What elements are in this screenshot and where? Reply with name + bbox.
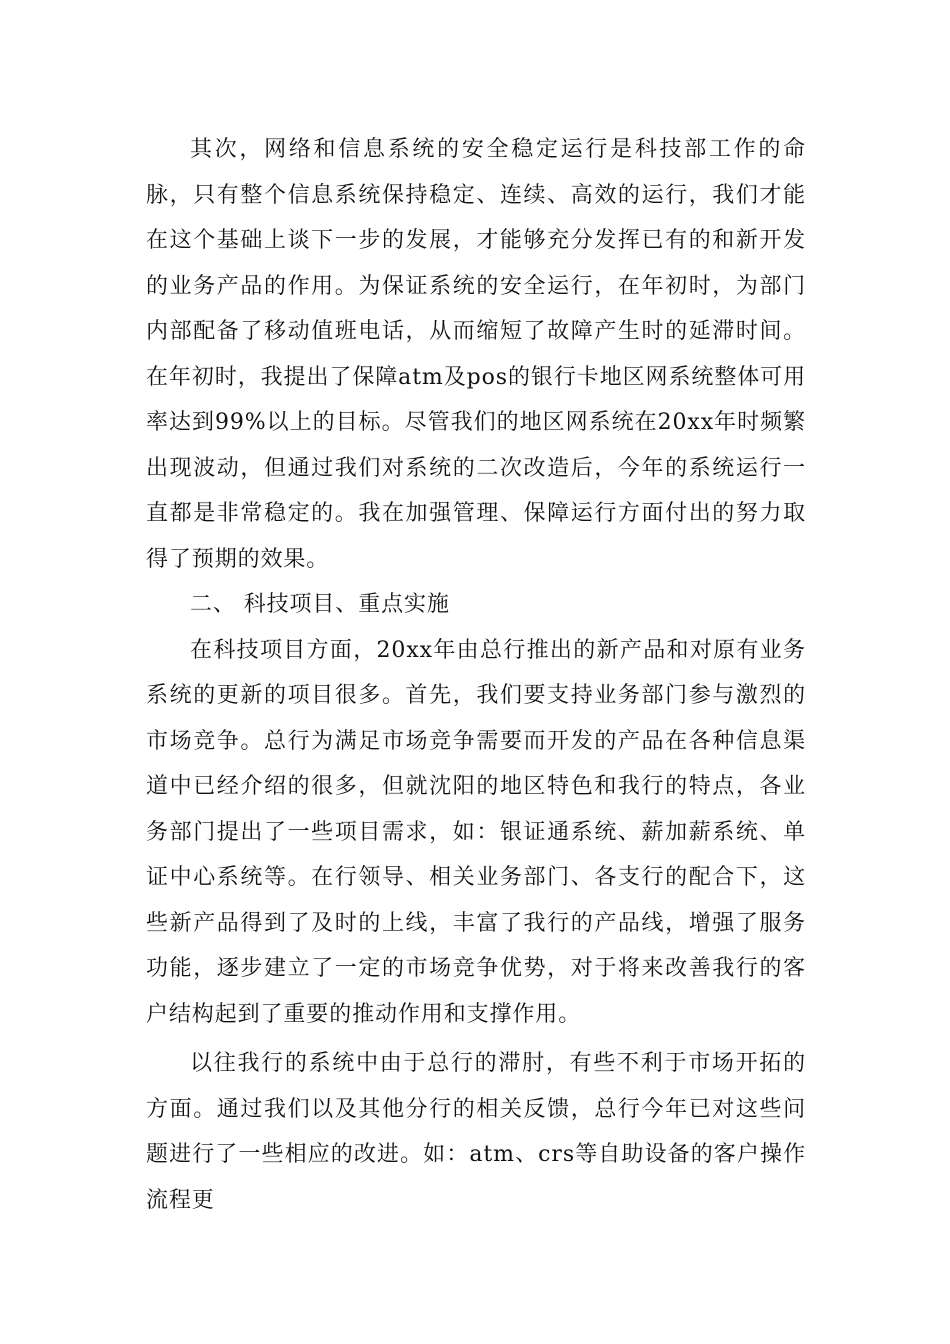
paragraph-system-stability: 其次，网络和信息系统的安全稳定运行是科技部工作的命脉，只有整个信息系统保持稳定、连续、高效的运行，我们才能在这个基础上谈下一步的发展，才能够充分发挥已有的和新开发的业务产品的作用。为保证系统的安全运行，在年初时，为部门内部配备了移动值班电话，从而缩短了故障产生时的延滞时间。在年初时，我提出了保障atm及pos的银行卡地区网系统整体可用率达到99%以上的目标。尽管我们的地区网系统在20xx年时频繁出现波动，但通过我们对系统的二次改造后，今年的系统运行一直都是非常稳定的。我在加强管理、保障运行方面付出的努力取得了预期的效果。 bbox=[146, 137, 806, 572]
document-body bbox=[146, 127, 806, 1223]
section-heading-tech-projects: 二、 科技项目、重点实施 bbox=[190, 592, 450, 617]
paragraph-tech-projects: 在科技项目方面，20xx年由总行推出的新产品和对原有业务系统的更新的项目很多。首先，我们要支持业务部门参与激烈的市场竞争。总行为满足市场竞争需要而开发的产品在各种信息渠道中已经介绍的很多，但就沈阳的地区特色和我行的特点，各业务部门提出了一些项目需求，如：银证通系统、薪加薪系统、单证中心系统等。在行领导、相关业务部门、各支行的配合下，这些新产品得到了及时的上线，丰富了我行的产品线，增强了服务功能，逐步建立了一定的市场竞争优势，对于将来改善我行的客户结构起到了重要的推动作用和支撑作用。 bbox=[146, 637, 806, 1027]
paragraph-system-improvements: 以往我行的系统中由于总行的滞肘，有些不利于市场开拓的方面。通过我们以及其他分行的相关反馈，总行今年已对这些问题进行了一些相应的改进。如：atm、crs等自助设备的客户操作流程更 bbox=[146, 1051, 806, 1213]
